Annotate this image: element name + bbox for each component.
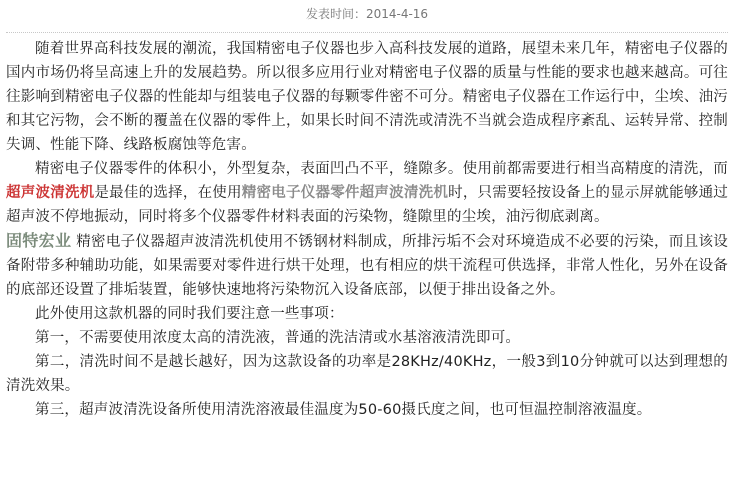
paragraph-cleaning bbox=[6, 157, 728, 229]
paragraph-cleaning-text-a: 精密电子仪器零件的体积小，外型复杂，表面凹凸不平，缝隙多。使用前都需要进行相当高精度的清洗，而 bbox=[35, 161, 728, 177]
article-page bbox=[6, 0, 728, 422]
ultrasonic-cleaner-keyword: 超声波清洗机 bbox=[6, 185, 95, 201]
paragraph-brand bbox=[6, 229, 728, 302]
brand-name: 固特宏业 bbox=[6, 231, 72, 250]
paragraph-cleaning-text-b: 是最佳的选择，在使用 bbox=[94, 185, 242, 201]
paragraph-brand-text: 精密电子仪器超声波清洗机使用不锈钢材料制成，所排污垢不会对环境造成不必要的污染，而且该设备附带多种辅助功能，如果需要对零件进行烘干处理，也有相应的烘干流程可供选择，非常人性化，另外在设备的底部还设置了排垢装置，能够快速地将污染物沉入设备底部，以便于排出设备之外。 bbox=[6, 234, 728, 298]
publish-date: 2014-4-16 bbox=[365, 7, 429, 21]
publish-meta bbox=[6, 0, 728, 33]
paragraph-note-3: 第三，超声波清洗设备所使用清洗溶液最佳温度为50-60摄氏度之间，也可恒温控制溶液温度。 bbox=[35, 402, 652, 418]
precision-parts-cleaner-keyword: 精密电子仪器零件超声波清洗机 bbox=[241, 185, 449, 201]
paragraph-cleaning-text-c: 时，只需要轻按设备上的显示屏就能够通过超声波不停地振动，同时将多个仪器零件材料表面的污染物，缝隙里的尘埃，油污彻底剥离。 bbox=[6, 185, 729, 225]
paragraph-note-2: 第二，清洗时间不是越长越好，因为这款设备的功率是28KHz/40KHz，一般3到10分钟就可以达到理想的清洗效果。 bbox=[6, 354, 728, 394]
paragraph-notes-intro: 此外使用这款机器的同时我们要注意一些事项： bbox=[35, 306, 344, 322]
publish-label: 发表时间： bbox=[305, 7, 366, 21]
article-body bbox=[6, 37, 728, 422]
paragraph-note-1: 第一，不需要使用浓度太高的清洗液，普通的洗洁清或水基溶液清洗即可。 bbox=[35, 330, 521, 346]
paragraph-intro: 随着世界高科技发展的潮流，我国精密电子仪器也步入高科技发展的道路，展望未来几年，精密电子仪器的国内市场仍将呈高速上升的发展趋势。所以很多应用行业对精密电子仪器的质量与性能的要求也越来越高。可往往影响到精密电子仪器的性能却与组装电子仪器的每颗零件密不可分。精密电子仪器在工作运行中，尘埃、油污和其它污物，会不断的覆盖在仪器的零件上，如果长时间不清洗或清洗不当就会造成程序紊乱、运转异常、控制失调、性能下降、线路板腐蚀等危害。 bbox=[6, 41, 728, 153]
